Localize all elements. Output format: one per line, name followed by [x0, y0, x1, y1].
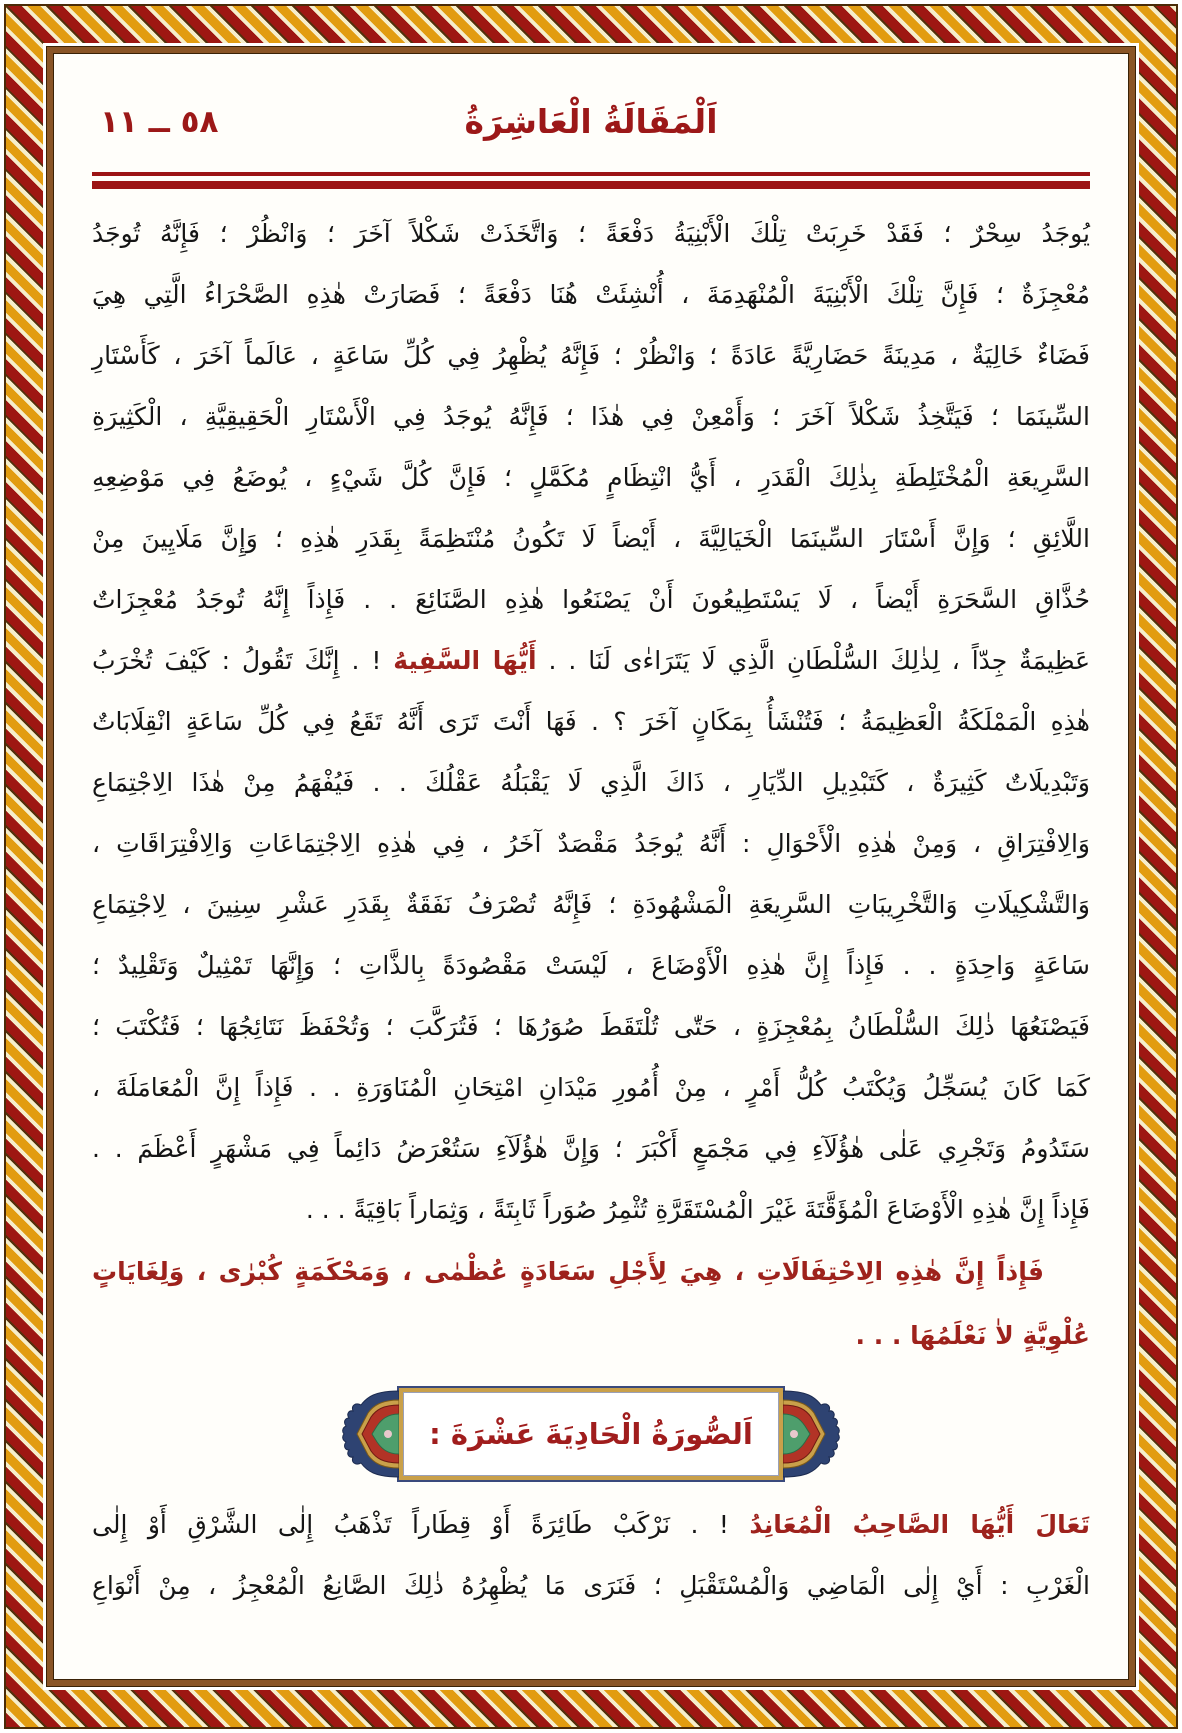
body-line: كَمَا كَانَ يُسَجِّلُ وَيُكْتَبُ كُلُّ أَمْرٍ ، مِنْ أُمُورِ مَيْدَانِ امْتِحَانِ الْمُنَاوَرَةِ . . فَإِذاً إِنَّ الْمُعَامَلَةَ ، [92, 1073, 1090, 1102]
page-number: ٥٨ ــ ١١ [100, 104, 219, 140]
page-title: اَلْمَقَالَةُ الْعَاشِرَةُ [464, 102, 718, 141]
body-line-text: عَظِيمَةٌ جِدّاً ، لِذٰلِكَ السُّلْطَانِ الَّذِي لَا يَتَرَاءٰى لَنَا . . [536, 646, 1090, 675]
page-content [62, 58, 1120, 1675]
body-line-text: ! . إِنَّكَ تَقُولُ : كَيْفَ تُخْرَبُ [92, 646, 394, 675]
red-emphasis: تَعَالَ أَيُّهَا الصَّاحِبُ الْمُعَانِدُ [749, 1510, 1090, 1539]
body-line: هٰذِهِ الْمَمْلَكَةُ الْعَظِيمَةُ ؛ فَتُنْشَأُ بِمَكَانٍ آخَرَ ؟ . فَهَا أَنْتَ تَرَى أَنَّهُ تَقَعُ فِي كُلِّ سَاعَةٍ انْقِلَابَاتٌ [92, 707, 1090, 736]
body-line-text: ! . نَرْكَبْ طَائِرَةً أَوْ قِطَاراً تَذْهَبُ إِلٰى الشَّرْقِ أَوْ إِلٰى [92, 1510, 750, 1539]
body-line: مُعْجِزَةٌ ؛ فَإِنَّ تِلْكَ الْأَبْنِيَةَ الْمُنْهَدِمَةَ ، أُنْشِئَتْ هُنَا دَفْعَةً ؛ فَصَارَتْ هٰذِهِ الصَّحْرَاءُ الَّتِي هِيَ [92, 280, 1090, 309]
body-line: وَالتَّشْكِيلَاتِ وَالتَّخْرِيبَاتِ السَّرِيعَةِ الْمَشْهُودَةِ ؛ فَإِنَّهُ تُصْرَفُ نَفَقَةٌ بِقَدَرِ عَشْرِ سِنِينَ ، لِاجْتِمَاعِ [92, 890, 1090, 919]
closing-text [92, 1494, 1090, 1616]
section-title: اَلصُّورَةُ الْحَادِيَةَ عَشْرَةَ : [429, 1417, 753, 1451]
red-paragraph-line: عُلْوِيَّةٍ لاٰ نَعْلَمُهَا . . . [855, 1321, 1090, 1350]
red-paragraph-line: فَإِذاً إِنَّ هٰذِهِ الِاحْتِفَالَاتِ ، هِيَ لِأَجْلِ سَعَادَةٍ عُظْمٰى ، وَمَحْكَمَةٍ كُبْرٰى ، وَلِغَايَاتٍ [92, 1257, 1044, 1286]
body-line: فَضَاءٌ خَالِيَةٌ ، مَدِينَةً حَضَارِيَّةً عَادَةً ؛ وَانْظُرْ ؛ فَإِنَّهُ يُظْهِرُ فِي كُلِّ سَاعَةٍ ، عَالَماً آخَرَ ، كَأَسْتَارِ [92, 341, 1090, 370]
body-line: الْغَرْبِ : أَيْ إِلٰى الْمَاضِي وَالْمُسْتَقْبَلِ ؛ فَنَرَى مَا يُظْهِرُهُ ذٰلِكَ الصَّانِعُ الْمُعْجِزُ ، مِنْ أَنْوَاعِ [92, 1571, 1090, 1600]
body-line: وَالِافْتِرَاقِ ، وَمِنْ هٰذِهِ الْأَحْوَالِ : أَنَّهُ يُوجَدُ مَقْصَدٌ آخَرُ ، فِي هٰذِهِ الِاجْتِمَاعَاتِ وَالِافْتِرَاقَاتِ ، [92, 829, 1090, 858]
body-line: سَاعَةٍ وَاحِدَةٍ . . فَإِذاً إِنَّ هٰذِهِ الْأَوْضَاعَ ، لَيْسَتْ مَقْصُودَةً بِالذَّاتِ ؛ وَإِنَّهَا تَمْثِيلٌ وَتَقْلِيدٌ ؛ [92, 951, 1090, 980]
body-text [92, 203, 1090, 1240]
body-line: حُذَّاقِ السَّحَرَةِ أَيْضاً ، لَا يَسْتَطِيعُونَ أَنْ يَصْنَعُوا هٰذِهِ الصَّنَائِعَ . . فَإِذاً إِنَّهُ تُوجَدُ مُعْجِزَاتٌ [92, 585, 1090, 614]
body-line: يُوجَدُ سِحْرٌ ؛ فَقَدْ خَرِبَتْ تِلْكَ الْأَبْنِيَةُ دَفْعَةً ؛ وَاتَّخَذَتْ شَكْلاً آخَرَ ؛ وَانْظُرْ ؛ فَإِنَّهُ تُوجَدُ [92, 219, 1090, 248]
body-line: السَّرِيعَةِ الْمُخْتَلِطَةِ بِذٰلِكَ الْقَدَرِ ، أَيُّ انْتِظَامٍ مُكَمَّلٍ ؛ فَإِنَّ كُلَّ شَيْءٍ ، يُوضَعُ فِي مَوْضِعِهِ [92, 463, 1090, 492]
body-line: فَإِذاً إِنَّ هٰذِهِ الْأَوْضَاعَ الْمُؤَقَّتَةَ غَيْرَ الْمُسْتَقَرَّةِ تُثْمِرُ صُوَراً ثَابِتَةً ، وَثِمَاراً بَاقِيَةً . . . [305, 1195, 1090, 1224]
arabesque-medallion-icon [341, 1388, 399, 1480]
page-header [92, 86, 1090, 158]
body-line [92, 1494, 1090, 1555]
body-line [92, 630, 1090, 691]
body-line: وَتَبْدِيلَاتٌ كَثِيرَةٌ ، كَتَبْدِيلِ الدِّيَارِ ، ذَاكَ الَّذِي لَا يَقْبَلُهُ عَقْلُكَ . . فَيُفْهَمُ مِنْ هٰذَا الِاجْتِمَاعِ [92, 768, 1090, 797]
red-highlight-paragraph [92, 1240, 1090, 1368]
body-line: اللَّائِقِ ؛ وَإِنَّ أَسْتَارَ السِّينَمَا الْخَيَالِيَّةَ ، أَيْضاً لَا تَكُونُ مُنْتَظِمَةً بِقَدَرِ هٰذِهِ ؛ وَإِنَّ مَلَايِينَ مِنْ [92, 524, 1090, 553]
section-cartouche [92, 1384, 1090, 1484]
red-emphasis: أَيُّهَا السَّفِيهُ [393, 646, 537, 675]
body-line: فَيَصْنَعُهَا ذٰلِكَ السُّلْطَانُ بِمُعْجِزَةٍ ، حَتّٰى تُلْتَقَطَ صُوَرُهَا ؛ فَتُرَكَّبَ ؛ وَتُحْفَظَ نَتَائِجُهَا ؛ فَتُكْتَبَ ؛ [92, 1012, 1090, 1041]
body-line: السِّينَمَا ؛ فَيَتَّخِذُ شَكْلاً آخَرَ ؛ وَأَمْعِنْ فِي هٰذَا ؛ فَإِنَّهُ يُوجَدُ فِي الْأَسْتَارِ الْحَقِيقِيَّةِ ، الْكَثِيرَةِ [92, 402, 1090, 431]
header-rule [92, 172, 1090, 189]
arabesque-medallion-icon [783, 1388, 841, 1480]
header-rule-thick-line [92, 181, 1090, 189]
body-line: سَتَدُومُ وَتَجْرِي عَلٰى هٰؤُلَآءِ فِي مَجْمَعٍ أَكْبَرَ ؛ وَإِنَّ هٰؤُلَآءِ سَتُعْرَضُ دَائِماً فِي مَشْهَرٍ أَعْظَمَ . . [92, 1134, 1090, 1163]
section-title-box [399, 1388, 783, 1480]
